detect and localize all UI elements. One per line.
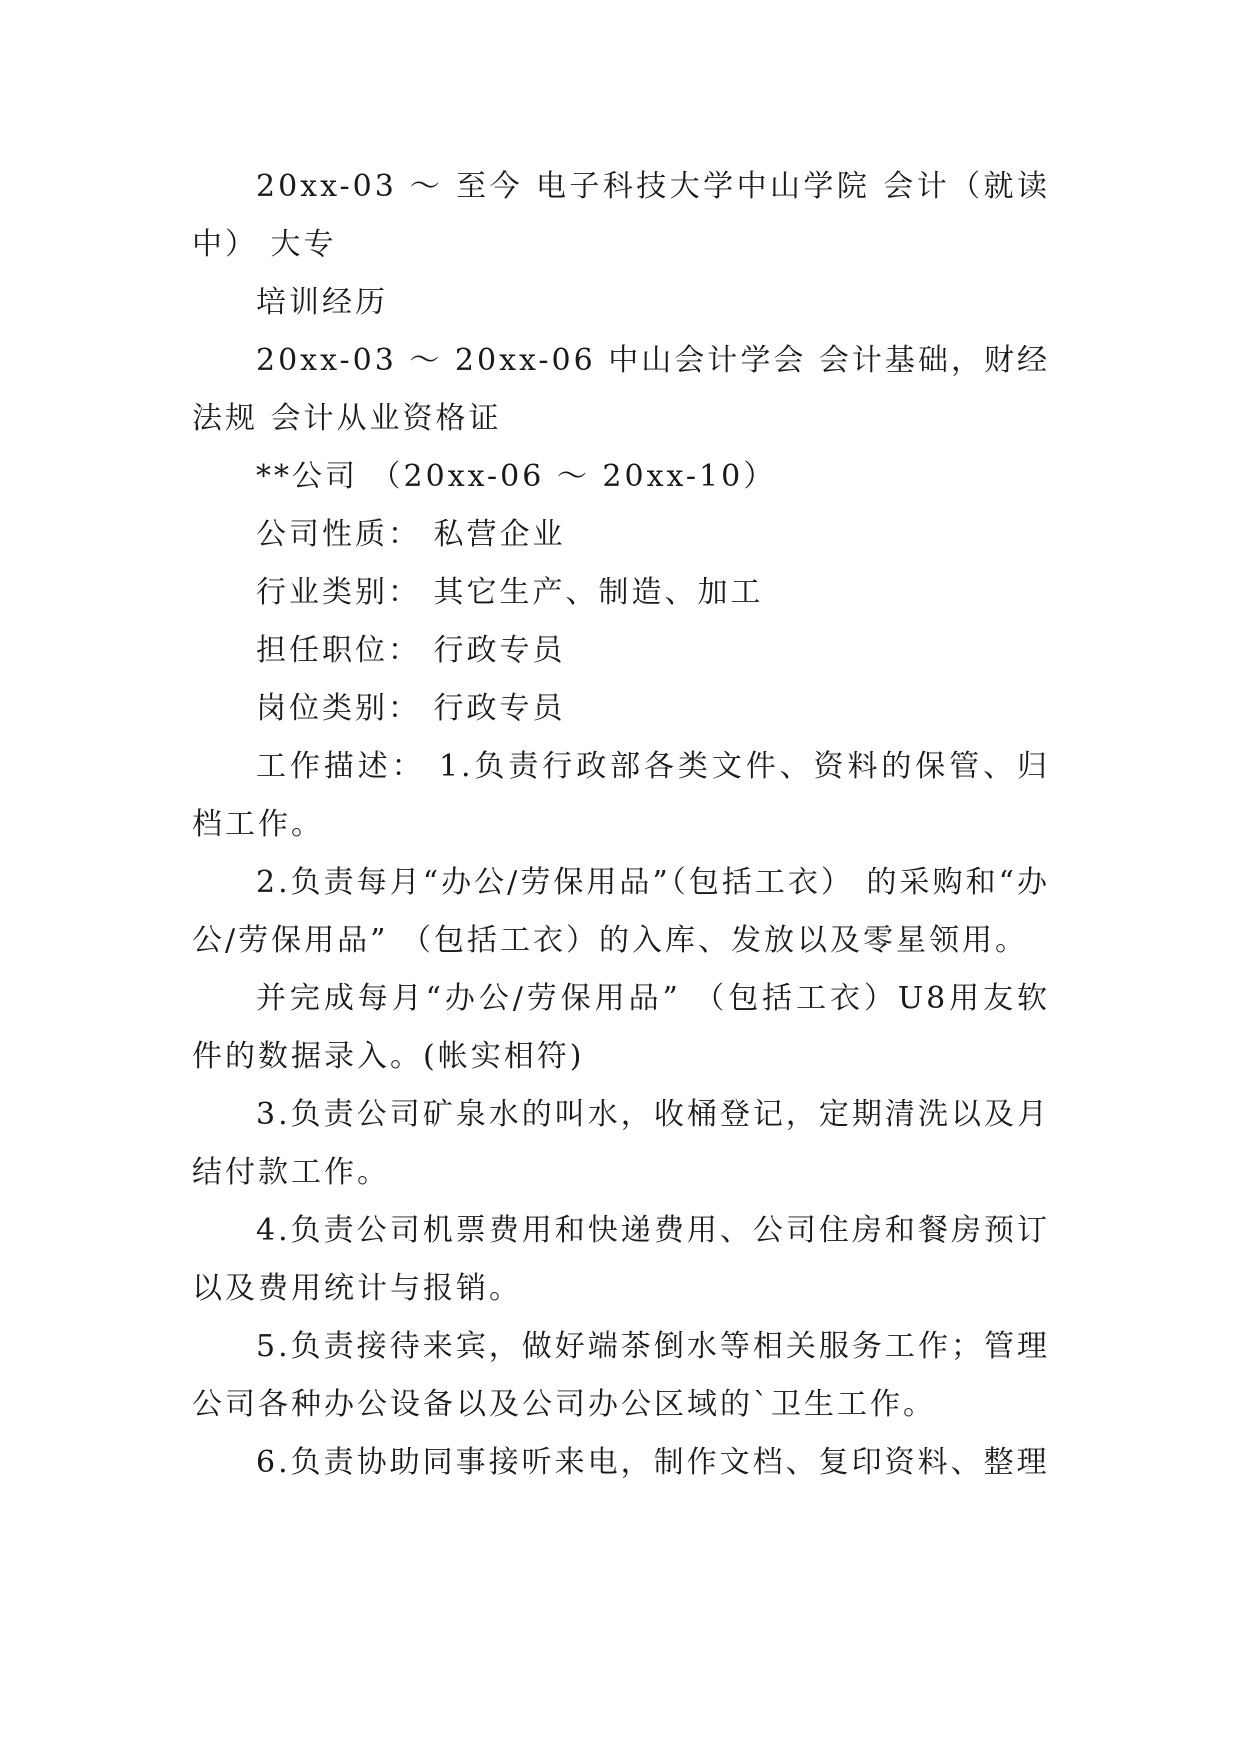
job-description-item-1: 工作描述： 1.负责行政部各类文件、资料的保管、归档工作。: [192, 749, 1050, 842]
position-title: 担任职位： 行政专员: [256, 633, 566, 668]
industry-category: 行业类别： 其它生产、制造、加工: [256, 575, 764, 610]
job-description-item-3: 3.负责公司矿泉水的叫水，收桶登记，定期清洗以及月结付款工作。: [192, 1097, 1050, 1190]
company-entry: **公司 （20xx-06 ～ 20xx-10）: [256, 459, 777, 494]
education-entry: 20xx-03 ～ 至今 电子科技大学中山学院 会计（就读中） 大专: [192, 169, 1050, 262]
job-description-item-4: 4.负责公司机票费用和快递费用、公司住房和餐房预订以及费用统计与报销。: [192, 1213, 1050, 1306]
job-description-item-2-continued: 并完成每月“办公/劳保用品” （包括工衣）U8用友软件的数据录入。(帐实相符): [192, 981, 1050, 1074]
job-description-item-2: 2.负责每月“办公/劳保用品”（包括工衣） 的采购和“办公/劳保用品” （包括工衣）的入库、发放以及零星领用。: [192, 865, 1050, 958]
job-description-item-6: 6.负责协助同事接听来电，制作文档、复印资料、整理: [256, 1445, 1050, 1480]
job-description-item-5: 5.负责接待来宾，做好端茶倒水等相关服务工作；管理公司各种办公设备以及公司办公区域的`卫生工作。: [192, 1329, 1050, 1422]
company-nature: 公司性质： 私营企业: [256, 517, 566, 552]
position-category: 岗位类别： 行政专员: [256, 691, 566, 726]
section-heading-training: 培训经历: [256, 285, 388, 320]
document-body: [192, 158, 1050, 1492]
training-entry: 20xx-03 ～ 20xx-06 中山会计学会 会计基础，财经法规 会计从业资格证: [192, 343, 1050, 436]
